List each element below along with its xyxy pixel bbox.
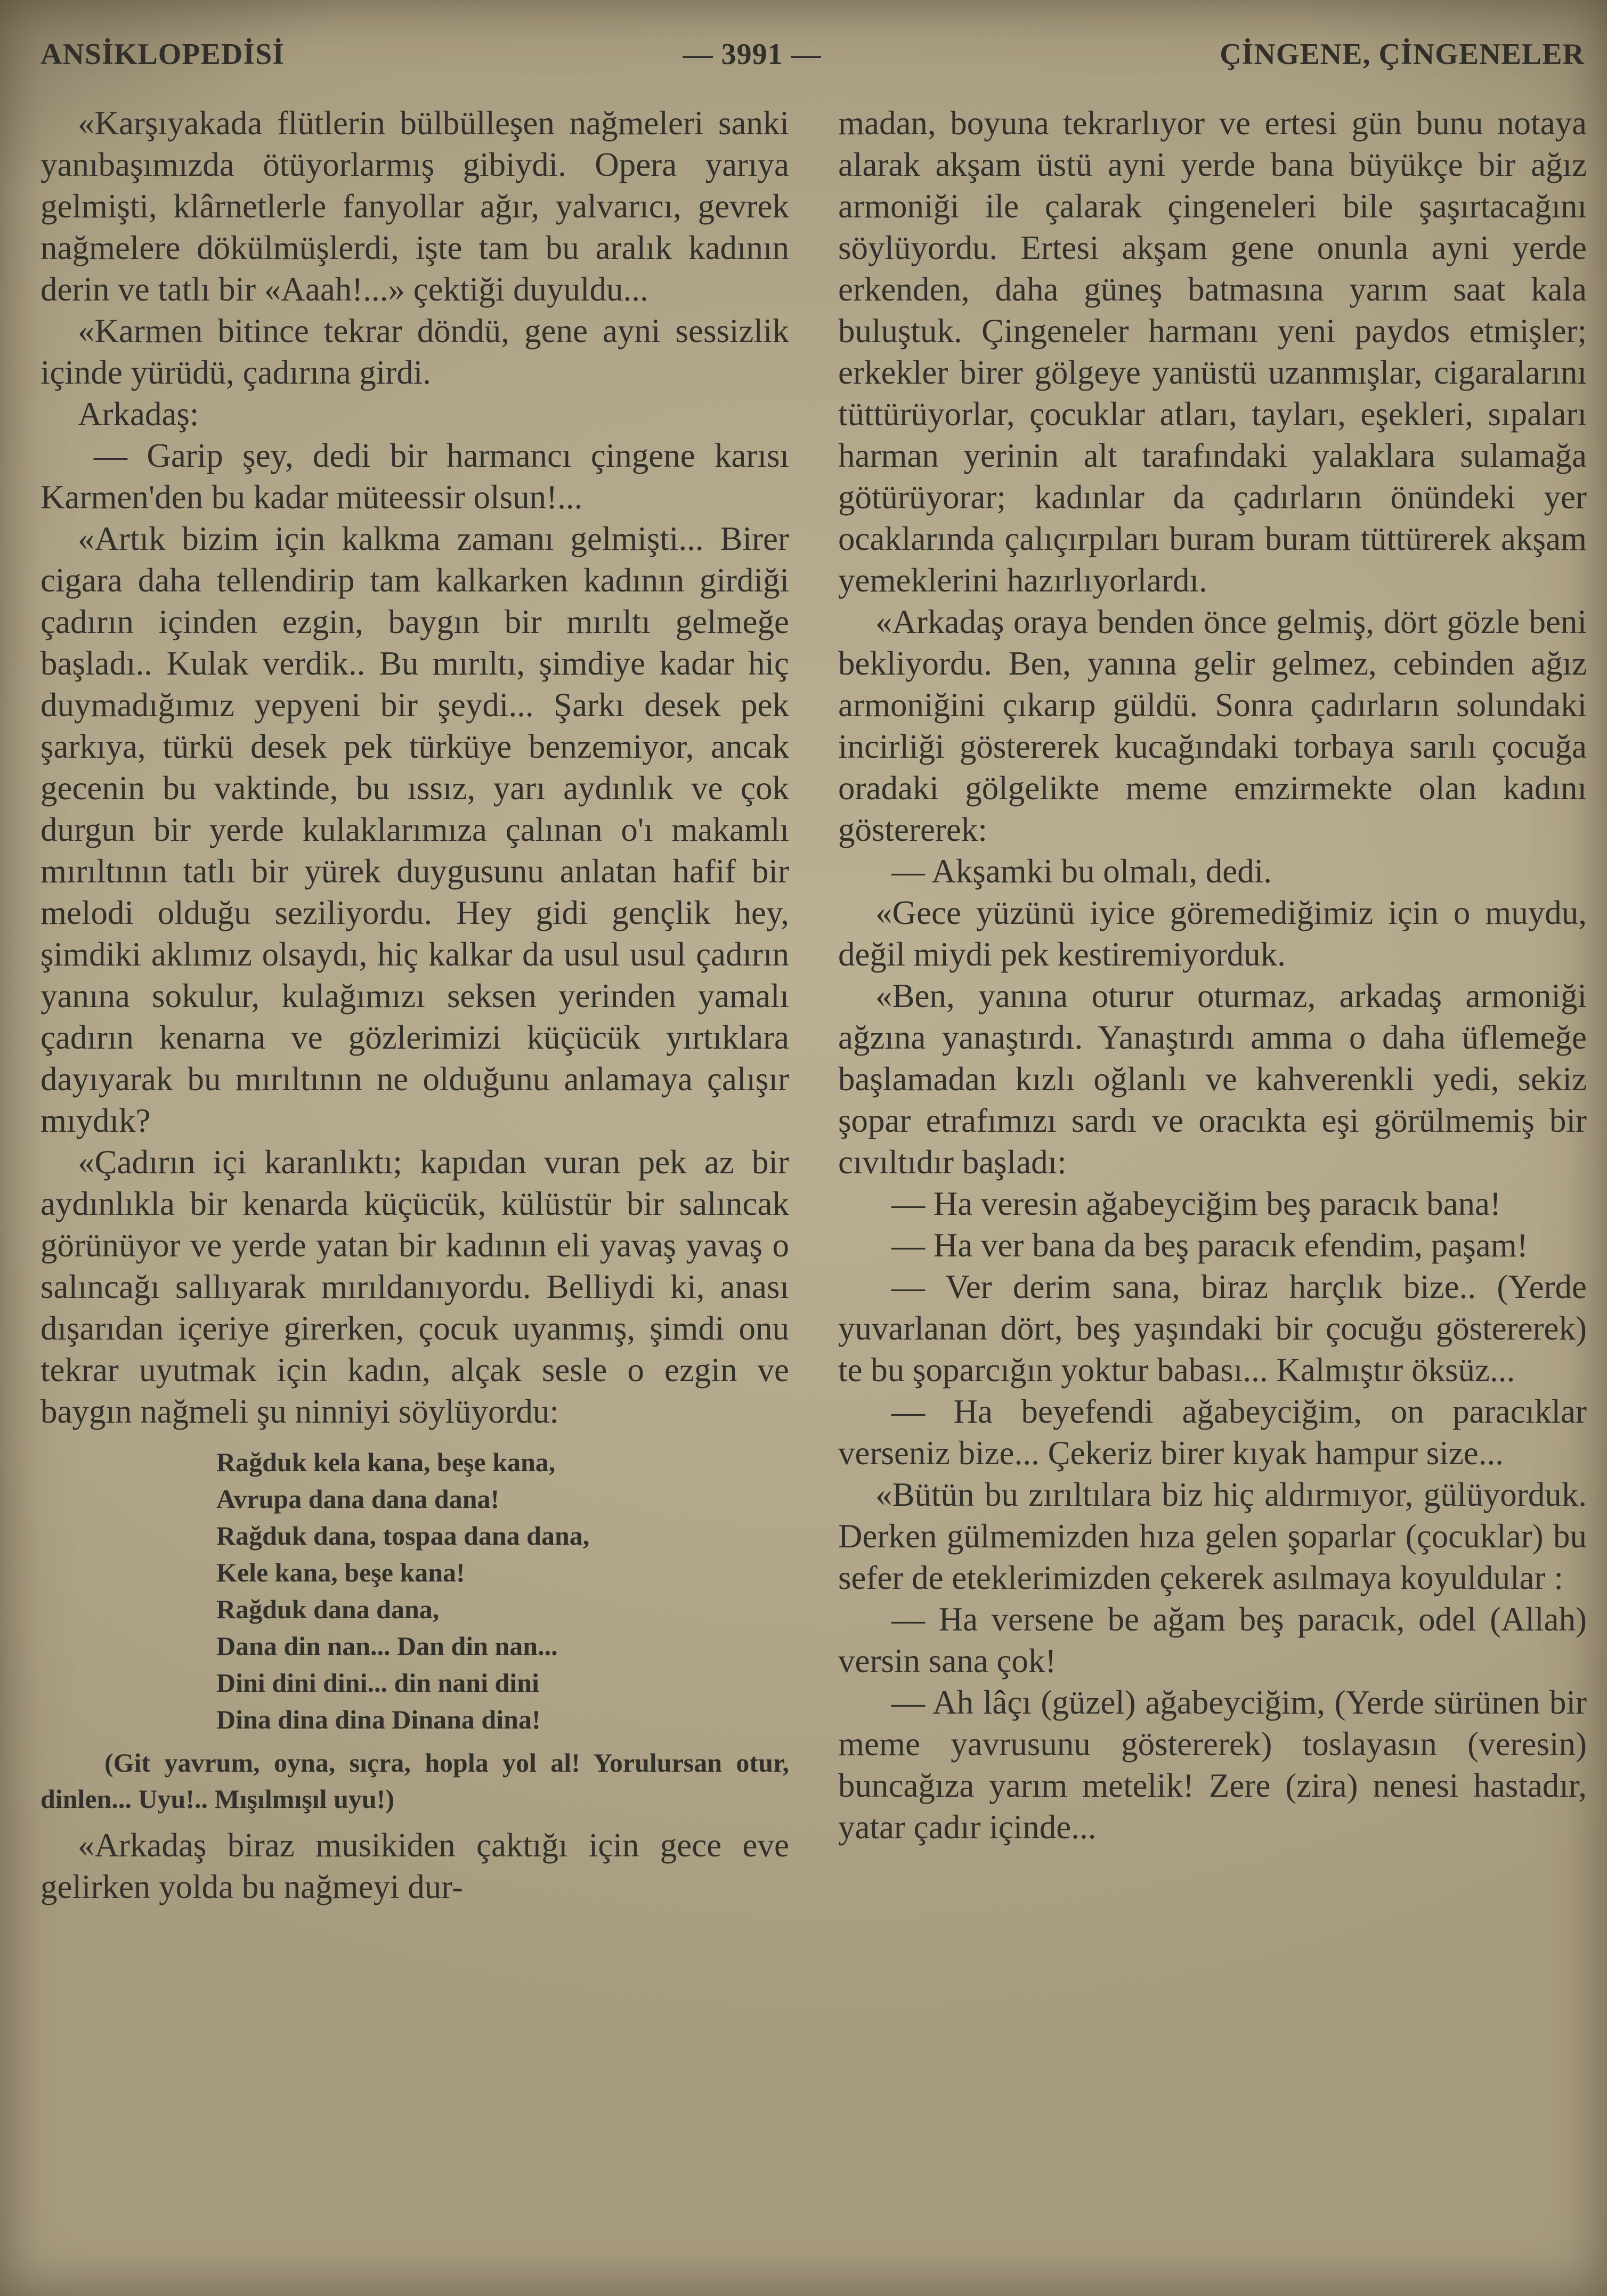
lullaby-verse-block: [40, 1444, 789, 1738]
body-paragraph: «Artık bizim için kalkma zamanı gelmişti... Birer cigara daha tellendirip tam kalkarken kadının girdiği çadırın içinden ezgin, baygın bir mırıltı gelmeğe başladı.. Kulak verdik.. Bu mırıltı, şimdiye kadar hiç duymadığımız yepyeni bir şeydi... Şarkı desek pek şarkıya, türkü desek pek türküye benzemiyor, ancak gecenin bu vaktinde, bu ıssız, yarı aydınlık ve çok durgun bir yerde kulaklarımıza çalınan o'ı makamlı mırıltının tatlı bir yürek duygusunu anlatan hafif bir melodi olduğu seziliyordu. Hey gidi gençlik hey, şimdiki aklımız olsaydı, hiç kalkar da usul usul çadırın yanına sokulur, kulağımızı seksen yerinden yamalı çadırın kenarna ve gözlerimizi küçücük yırtıklara dayıyarak bu mırıltının ne olduğunu anlamaya çalışır mıydık?: [40, 520, 789, 1139]
dialog-paragraph: — Ha ver bana da beş paracık efendim, paşam!: [891, 1227, 1528, 1264]
body-paragraph: «Gece yüzünü iyice göremediğimiz için o muydu, değil miydi pek kestiremiyorduk.: [838, 894, 1587, 973]
verse-line: Rağduk kela kana, beşe kana,: [216, 1447, 556, 1477]
verse-line: Dini dini dini... din nani dini: [216, 1668, 539, 1698]
header-left-title: ANSİKLOPEDİSİ: [40, 38, 285, 71]
body-paragraph: Arkadaş:: [78, 395, 199, 433]
column-left: [40, 102, 789, 1908]
body-paragraph: «Arkadaş oraya benden önce gelmiş, dört gözle beni bekliyordu. Ben, yanına gelir gelmez, cebinden ağız armoniğini çıkarıp güldü. Sonra çadırların solundaki incirliği göstererek kucağındaki torbaya sarılı çocuğa oradaki gölgelikte meme emzirmekte olan kadını göstererek:: [838, 603, 1587, 848]
dialog-paragraph: — Akşamki bu olmalı, dedi.: [891, 853, 1272, 890]
verse-note-paragraph: (Git yavrum, oyna, sıçra, hopla yol al! Yorulursan otur, dinlen... Uyu!.. Mışılmışıl uyu!): [40, 1748, 789, 1814]
verse-line: Avrupa dana dana dana!: [216, 1484, 500, 1514]
dialog-paragraph: — Ver derim sana, biraz harçlık bize.. (Yerde yuvarlanan dört, beş yaşındaki bir çocuğu göstererek) te bu şoparcığın yoktur babası... Kalmıştır öksüz...: [838, 1268, 1587, 1389]
text-columns: [40, 102, 1587, 1908]
dialog-paragraph: — Ha beyefendi ağabeyciğim, on paracıklar verseniz bize... Çekeriz birer kıyak hampur size...: [838, 1393, 1587, 1472]
verse-line: Kele kana, beşe kana!: [216, 1557, 465, 1587]
body-paragraph: «Karmen bitince tekrar döndü, gene ayni sessizlik içinde yürüdü, çadırına girdi.: [40, 312, 789, 391]
body-paragraph: madan, boyuna tekrarlıyor ve ertesi gün bunu notaya alarak akşam üstü ayni yerde bana büyükçe bir ağız armoniği ile çalarak çingeneleri bile şaşırtacağını söylüyordu. Ertesi akşam gene onunla ayni yerde erkenden, daha güneş batmasına yarım saat kala buluştuk. Çingeneler harmanı yeni paydos etmişler; erkekler birer gölgeye yanüstü uzanmışlar, cigaralarını tüttürüyorlar, çocuklar atları, tayları, eşekleri, sıpaları harman yerinin alt tarafındaki yalaklara sulamağa götürüyorar; kadınlar da çadırların önündeki yer ocaklarında çalıçırpıları buram buram tüttürerek akşam yemeklerini hazırlıyorlardı.: [838, 104, 1587, 599]
dialog-paragraph: — Ah lâçı (güzel) ağabeyciğim, (Yerde sürünen bir meme yavrusunu göstererek) toslayasın (veresin) buncağıza yarım metelik! Zere (zira) nenesi hastadır, yatar çadır içinde...: [838, 1684, 1587, 1846]
dialog-paragraph: — Garip şey, dedi bir harmancı çingene karısı Karmen'den bu kadar müteessir olsun!...: [40, 437, 789, 516]
body-paragraph: «Bütün bu zırıltılara biz hiç aldırmıyor, gülüyorduk. Derken gülmemizden hıza gelen şoparlar (çocuklar) bu sefer de eteklerimizden çekerek asılmaya koyuldular :: [838, 1476, 1587, 1596]
header-right-title: ÇİNGENE, ÇİNGENELER: [1220, 38, 1585, 71]
verse-line: Rağduk dana dana,: [216, 1594, 440, 1624]
page-header: [40, 37, 1585, 71]
body-paragraph: «Çadırın içi karanlıktı; kapıdan vuran pek az bir aydınlıkla bir kenarda küçücük, külüstür bir salıncak görünüyor ve yerde yatan bir kadının eli yavaş yavaş o salıncağı sallıyarak mırıldanıyordu. Belliydi ki, anası dışarıdan içeriye girerken, çocuk uyanmış, şimdi onu tekrar uyutmak için kadın, alçak sesle o ezgin ve baygın nağmeli şu ninniyi söylüyordu:: [40, 1143, 789, 1430]
body-paragraph: «Ben, yanına oturur oturmaz, arkadaş armoniği ağzına yanaştırdı. Yanaştırdı amma o daha üflemeğe başlamadan kızlı oğlanlı ve kahverenkli yedi, sekiz şopar etrafımızı sardı ve oracıkta eşi görülmemiş bir cıvıltıdır başladı:: [838, 977, 1587, 1181]
dialog-paragraph: — Ha veresin ağabeyciğim beş paracık bana!: [891, 1185, 1501, 1222]
body-paragraph: «Karşıyakada flütlerin bülbülleşen nağmeleri sanki yanıbaşımızda ötüyorlarmış gibiydi. Opera yarıya gelmişti, klârnetlerle fanyollar ağır, yalvarıcı, gevrek nağmelere dökülmüşlerdi, işte tam bu aralık kadının derin ve tatlı bir «Aaah!...» çektiği duyuldu...: [40, 104, 789, 308]
column-right: [838, 102, 1587, 1908]
dialog-paragraph: — Ha versene be ağam beş paracık, odel (Allah) versin sana çok!: [838, 1601, 1587, 1680]
page-number: — 3991 —: [683, 38, 822, 71]
verse-line: Dana din nan... Dan din nan...: [216, 1631, 558, 1661]
body-paragraph: «Arkadaş biraz musikiden çaktığı için gece eve gelirken yolda bu nağmeyi dur-: [40, 1827, 789, 1905]
verse-line: Rağduk dana, tospaa dana dana,: [216, 1521, 590, 1551]
verse-line: Dina dina dina Dinana dina!: [216, 1705, 541, 1734]
